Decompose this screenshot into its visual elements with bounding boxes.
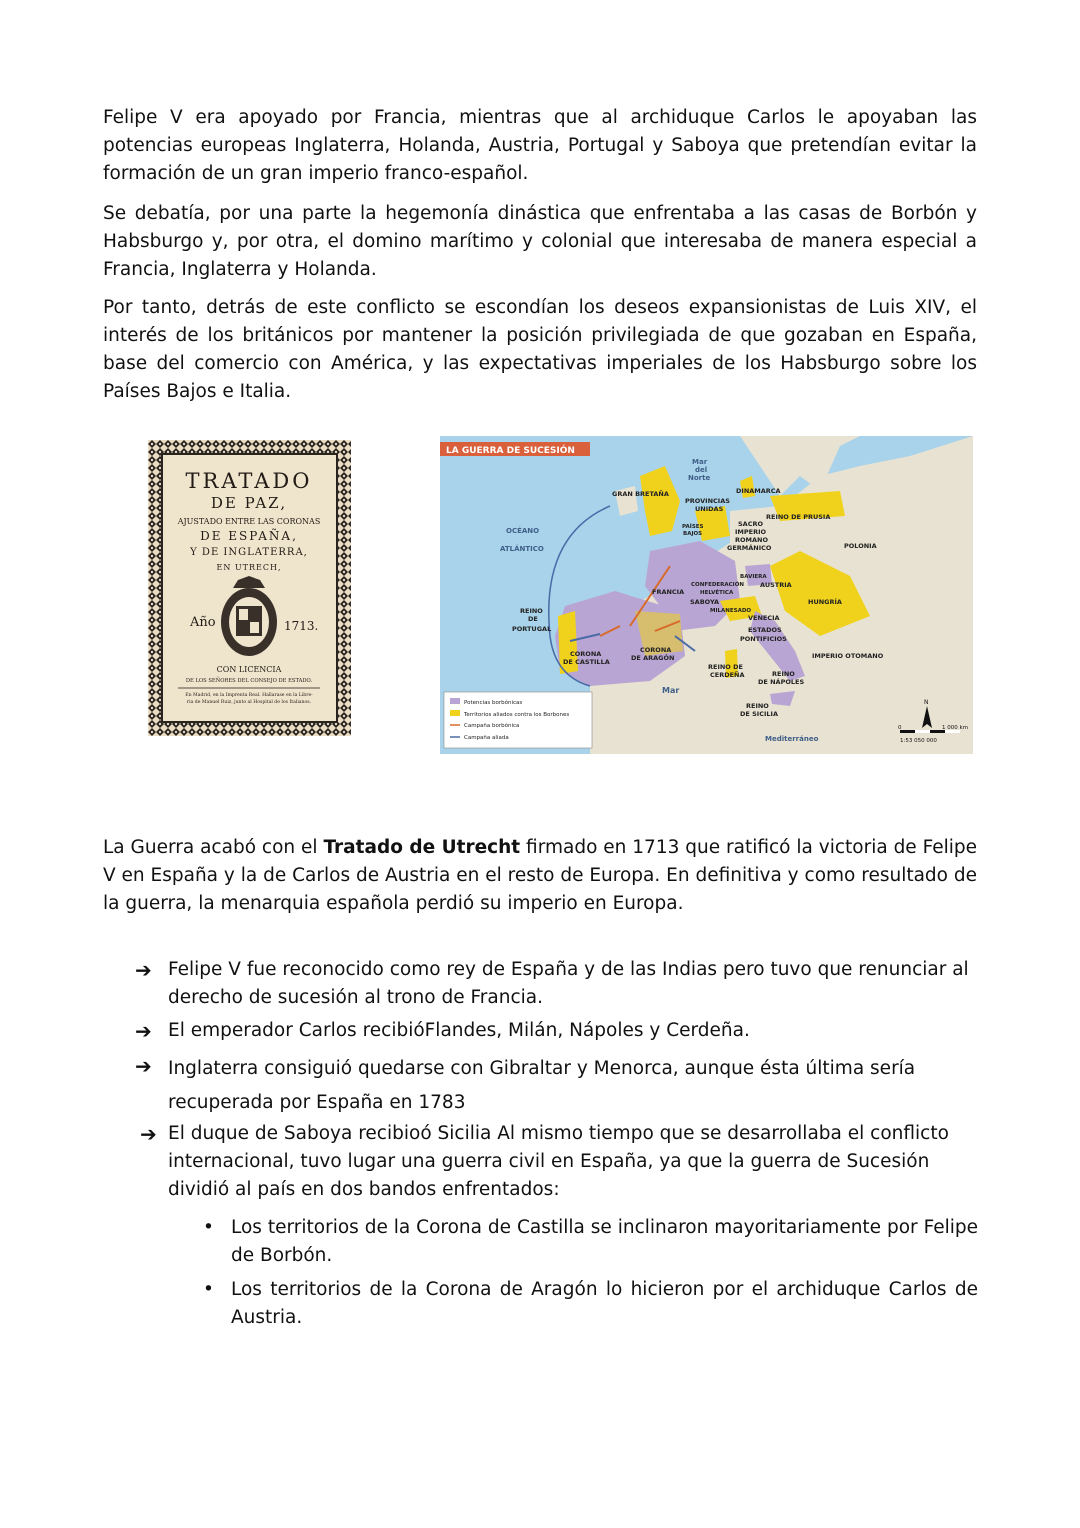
cover-line5: Y DE INGLATERRA, <box>190 547 308 558</box>
treaty-cover-image <box>148 440 351 736</box>
label-sicilia-2: DE SICILIA <box>740 710 778 718</box>
label-saboya: SABOYA <box>690 598 720 606</box>
label-milanesado: MILANESADO <box>710 608 752 614</box>
legend-allied-campaign: Campaña aliada <box>464 735 509 741</box>
bullet-icon: • <box>203 1279 214 1300</box>
legend-bourbon-campaign: Campaña borbónica <box>464 723 520 729</box>
label-castilla-2: DE CASTILLA <box>563 658 610 666</box>
arrow-icon: ➔ <box>135 958 152 982</box>
label-venecia: VENECIA <box>748 614 780 622</box>
arrow-icon: ➔ <box>135 1019 152 1043</box>
cover-printer1: En Madrid, en la Imprenta Real. Hallarase en la Libre- <box>185 693 313 698</box>
label-gran-bretana: GRAN BRETAÑA <box>612 490 669 498</box>
cover-licence1: CON LICENCIA <box>216 665 282 674</box>
paragraph-debate: Se debatía, por una parte la hegemonía dinástica que enfrentaba a las casas de Borbón y Habsburgo y, por otra, el domino marítimo y colonial que interesaba de manera especial a Francia, Inglaterra y Holanda. <box>103 203 977 280</box>
label-sacro-2: IMPERIO <box>735 528 767 536</box>
paragraph-utrecht: La Guerra acabó con el Tratado de Utrecht firmado en 1713 que ratificó la victoria de Felipe V en España y la de Carlos de Austria en el resto de Europa. En definitiva y como resultado de la guerra, la menarquia española perdió su imperio en Europa. <box>103 837 978 914</box>
label-napoles-2: DE NÁPOLES <box>758 678 805 686</box>
label-estados-1: ESTADOS <box>748 626 782 634</box>
arrow-icon: ➔ <box>140 1122 157 1146</box>
label-hungria: HUNGRÍA <box>808 598 842 606</box>
svg-text:N: N <box>924 699 929 706</box>
label-sicilia-1: REINO <box>746 702 769 710</box>
cover-line2: DE PAZ, <box>210 494 288 512</box>
list-item: ➔ Felipe V fue reconocido como rey de España y de las Indias pero tuvo que renunciar al derecho de sucesión al trono de Francia. <box>135 958 969 1008</box>
label-confed-2: HELVÉTICA <box>700 590 734 596</box>
label-provincias-2: UNIDAS <box>695 505 724 513</box>
label-polonia: POLONIA <box>844 542 877 550</box>
label-portugal-1: REINO <box>520 607 543 615</box>
list-item: ➔ El duque de Saboya recibioó Sicilia Al mismo tiempo que se desarrollaba el conflicto internacional, tuvo lugar una guerra civil en España, ya que la guerra de Sucesión dividió al país en dos bandos enfrentados: <box>140 1122 949 1200</box>
label-napoles-1: REINO <box>772 670 795 678</box>
label-confed-1: CONFEDERACIÓN <box>691 582 745 588</box>
sub-list-item: • Los territorios de la Corona de Castilla se inclinaron mayoritariamente por Felipe de Borbón. <box>203 1214 978 1270</box>
paragraph-support: Felipe V era apoyado por Francia, mientras que al archiduque Carlos le apoyaban las potencias europeas Inglaterra, Holanda, Austria, Portugal y Saboya que pretendían evitar la formación de un gran imperio franco-español. <box>103 107 977 184</box>
svg-text:0: 0 <box>898 725 902 731</box>
paragraph-interests: Por tanto, detrás de este conflicto se escondían los deseos expansionistas de Luis XIV, el interés de los británicos por mantener la posición privilegiada de que gozaban en España, base del comercio con América, y las expectativas imperiales de los Habsburgo sobre los Países Bajos e Italia. <box>103 297 977 402</box>
arrow-icon: ➔ <box>135 1054 152 1078</box>
label-paises-1: PAÍSES <box>682 524 704 530</box>
legend-bourbon: Potencias borbónicas <box>464 700 523 706</box>
label-oceano-2: ATLÁNTICO <box>500 545 544 553</box>
label-sacro-1: SACRO <box>738 520 764 528</box>
label-otomano: IMPERIO OTOMANO <box>812 652 884 660</box>
label-mediterraneo: Mediterráneo <box>765 735 819 743</box>
label-aragon-1: CORONA <box>640 646 672 654</box>
label-mar-norte-2: del <box>695 466 708 474</box>
label-estados-2: PONTIFICIOS <box>740 635 787 643</box>
cover-licence2: DE LOS SEÑORES DEL CONSEJO DE ESTADO. <box>185 678 313 684</box>
label-mar-norte-1: Mar <box>692 458 708 466</box>
label-provincias-1: PROVINCIAS <box>685 497 730 505</box>
sub-list-item: • Los territorios de la Corona de Aragón lo hicieron por el archiduque Carlos de Austria. <box>203 1276 978 1332</box>
legend-allied: Territorios aliados contra los Borbones <box>464 712 570 718</box>
label-portugal-3: PORTUGAL <box>512 625 552 633</box>
label-cerdena-1: REINO DE <box>708 663 743 671</box>
list-item: ➔ El emperador Carlos recibióFlandes, Milán, Nápoles y Cerdeña. <box>135 1019 750 1043</box>
label-mar-norte-3: Norte <box>688 474 711 482</box>
cover-year: 1713. <box>284 619 319 633</box>
label-paises-2: BAJOS <box>683 531 703 537</box>
war-of-succession-map <box>440 436 973 754</box>
label-castilla-1: CORONA <box>570 650 602 658</box>
label-cerdena-2: CERDEÑA <box>710 671 745 679</box>
cover-year-label: Año <box>190 615 216 630</box>
map-legend <box>444 692 592 748</box>
cover-line3: AJUSTADO ENTRE LAS CORONAS <box>177 517 321 526</box>
label-oceano-1: OCÉANO <box>506 527 540 535</box>
svg-text:1:53 050 000: 1:53 050 000 <box>900 738 937 744</box>
label-dinamarca: DINAMARCA <box>736 487 781 495</box>
label-baviera: BAVIERA <box>740 574 767 580</box>
label-prusia: REINO DE PRUSIA <box>766 513 831 521</box>
cover-title: TRATADO <box>185 469 313 493</box>
list-item: ➔ Inglaterra consiguió quedarse con Gibraltar y Menorca, aunque ésta última sería recuperada por España en 1783 <box>135 1054 916 1113</box>
label-sacro-3: ROMANO <box>735 536 768 544</box>
label-portugal-2: DE <box>528 615 538 623</box>
utrecht-bold: Tratado de Utrecht <box>323 837 521 858</box>
label-austria: AUSTRIA <box>760 581 792 589</box>
label-sacro-4: GERMÁNICO <box>727 544 772 552</box>
label-mar: Mar <box>662 686 680 695</box>
cover-printer2: ria de Manuel Ruiz, junto al Hospital de los Italianos. <box>186 700 312 705</box>
cover-line4: DE ESPAÑA, <box>200 529 298 543</box>
label-francia: FRANCIA <box>652 588 685 596</box>
map-title: LA GUERRA DE SUCESIÓN <box>446 446 575 456</box>
label-aragon-2: DE ARAGÓN <box>631 654 675 662</box>
svg-text:1 000 km: 1 000 km <box>942 725 969 731</box>
cover-line6: EN UTRECH, <box>216 563 282 572</box>
bullet-icon: • <box>203 1217 214 1238</box>
